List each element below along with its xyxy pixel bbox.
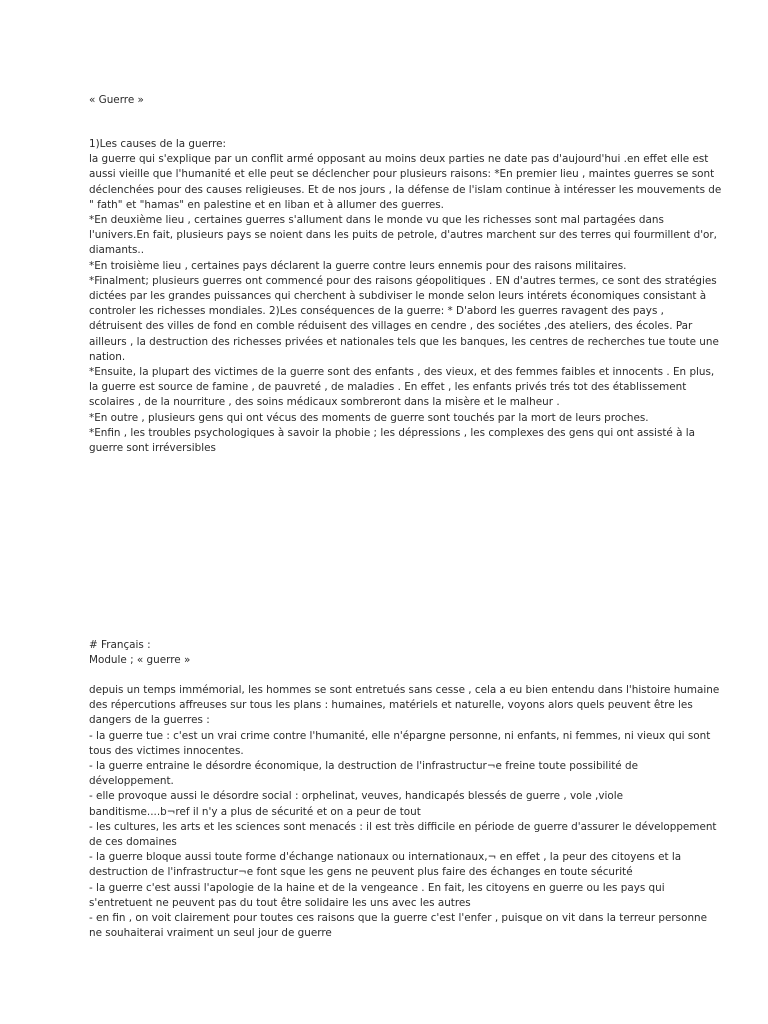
text-line: *En deuxième lieu , certaines guerres s'allument dans le monde vu que les richesses sont mal partagées dans — [89, 214, 664, 227]
text-line: *En troisième lieu , certaines pays déclarent la guerre contre leurs ennemis pour des raisons militaires. — [89, 259, 627, 272]
text-line: *Finalment; plusieurs guerres ont commencé pour des raisons géopolitiques . EN d'autres termes, ce sont des stratégies — [89, 274, 717, 287]
text-line: *Enfin , les troubles psychologiques à savoir la phobie ; les dépressions , les complexes des gens qui ont assisté à la — [89, 426, 696, 439]
text-line: - la guerre tue : c'est un vrai crime contre l'humanité, elle n'épargne personne, ni enfants, ni femmes, ni vieux qui sont — [89, 729, 711, 742]
text-line: 1)Les causes de la guerre: — [89, 138, 227, 150]
text-line: s'entretuent ne peuvent pas du tout être solidaire les uns avec les autres — [89, 896, 471, 909]
text-line: banditisme....b¬ref il n'y a plus de sécurité et on a peur de tout — [89, 805, 421, 818]
text-line: dictées par les grandes puissances qui cherchent à subdiviser le monde selon leurs intérets économiques consistant à — [89, 290, 707, 303]
text-line: *En outre , plusieurs gens qui ont vécus des moments de guerre sont touchés par la mort de leurs proches. — [89, 411, 649, 424]
text-line: la guerre qui s'explique par un conflit armé opposant au moins deux parties ne date pas d'aujourd'hui .en effet elle est — [89, 153, 709, 166]
text-line: l'univers.En fait, plusieurs pays se noient dans les puits de petrole, d'autres marchent sur des terres qui fourmillent d'or, — [89, 229, 717, 242]
title-line: « Guerre » — [89, 94, 144, 106]
text-line: aussi vieille que l'humanité et elle peut se déclencher pour plusieurs raisons: *En premier lieu , maintes guerres se sont — [89, 168, 715, 181]
text-line: diamants.. — [89, 244, 145, 257]
text-line: - la guerre entraine le désordre économique, la destruction de l'infrastructur¬e freine toute possibilité de — [89, 760, 638, 773]
text-line: - la guerre c'est aussi l'apologie de la haine et de la vengeance . En fait, les citoyens en guerre ou les pays qui — [89, 881, 665, 894]
text-line: - les cultures, les arts et les sciences sont menacés : il est très difficile en période de guerre d'assurer le développement — [89, 820, 717, 833]
text-line: ne souhaiterai vraiment un seul jour de guerre — [89, 927, 332, 940]
subject-line: # Français : — [89, 639, 151, 651]
text-line: - elle provoque aussi le désordre social : orphelinat, veuves, handicapés blessés de guerre , vole ,viole — [89, 790, 624, 803]
text-line: " fath" et "hamas" en palestine et en liban et à allumer des guerres. — [89, 198, 444, 211]
text-line: - en fin , on voit clairement pour toutes ces raisons que la guerre c'est l'enfer , puisque on vit dans la terreur personne — [89, 912, 708, 925]
text-line: développement. — [89, 775, 174, 788]
text-line: depuis un temps immémorial, les hommes se sont entretués sans cesse , cela a eu bien entendu dans l'histoire humaine — [89, 684, 720, 696]
section-module-body — [89, 683, 720, 941]
text-line: déclenchées pour des causes religieuses. Et de nos jours , la défense de l'islam continue à intéresser les mouvements de — [89, 183, 722, 196]
text-line: dangers de la guerres : — [89, 714, 210, 727]
text-line: scolaires , de la nourriture , des soins médicaux sombreront dans la misère et le malheur . — [89, 396, 560, 409]
text-line: - la guerre bloque aussi toute forme d'échange nationaux ou internationaux,¬ en effet , la peur des citoyens et la — [89, 851, 682, 864]
text-line: nation. — [89, 350, 126, 363]
section-module-heading — [89, 638, 687, 668]
text-line: ailleurs , la destruction des richesses privées et nationales tels que les banques, les centres de recherches tue toute une — [89, 335, 719, 348]
document-title — [89, 93, 687, 108]
text-line: tous des victimes innocentes. — [89, 744, 244, 757]
text-line: guerre sont irréversibles — [89, 442, 216, 455]
text-line: controler les richesses mondiales. 2)Les conséquences de la guerre: * D'abord les guerres ravagent des pays , — [89, 305, 664, 318]
text-line: de ces domaines — [89, 836, 177, 849]
section-causes — [89, 137, 722, 456]
text-line: *Ensuite, la plupart des victimes de la guerre sont des enfants , des vieux, et des femmes faibles et innocents . En plus, — [89, 366, 715, 379]
text-line: des répercutions affreuses sur tous les plans : humaines, matériels et naturelle, voyons alors quels peuvent être les — [89, 699, 693, 712]
text-line: détruisent des villes de fond en comble réduisent des villages en cendre , des sociétes ,des ateliers, des écoles. Par — [89, 320, 693, 333]
text-line: la guerre est source de famine , de pauvreté , de maladies . En effet , les enfants privés trés tot des établissement — [89, 381, 687, 394]
text-line: destruction de l'infrastructur¬e font sque les gens ne peuvent plus faire des échanges en toute sécurité — [89, 866, 633, 879]
module-line: Module ; « guerre » — [89, 654, 191, 667]
